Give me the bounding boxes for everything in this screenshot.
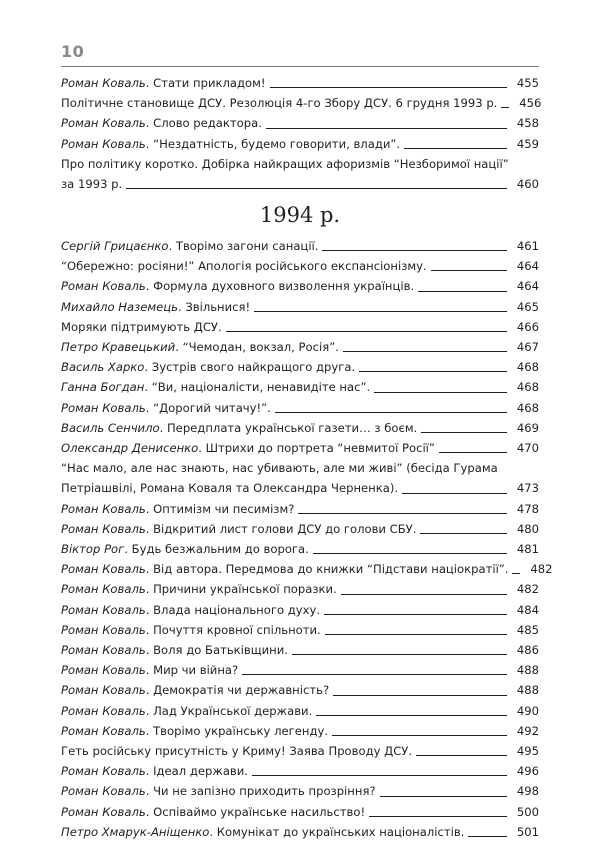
toc-entry-title: Почуття кровної спільноти.	[153, 622, 321, 637]
toc-entry-title: “Обережно: росіяни!” Апологія російського експансіонізму.	[61, 259, 427, 274]
toc-entry: Петро Хмарук-Аніщенко. Комунікат до українських націоналістів. 501	[61, 822, 539, 842]
toc-leader-line	[359, 371, 507, 372]
toc-entry-page: 469	[516, 420, 539, 435]
toc-entry-page: 460	[516, 177, 539, 192]
toc-entry-page: 492	[516, 723, 539, 738]
toc-entry-author: Роман Коваль	[61, 723, 146, 738]
toc-entry-author: Віктор Рог	[61, 542, 125, 557]
toc-entry-author: Роман Коваль	[61, 521, 146, 536]
toc-entry-author: Роман Коваль	[61, 764, 146, 779]
toc-entry: Роман Коваль. “Дорогий читачу!”. 468	[61, 398, 539, 418]
toc-entry-author: Петро Хмарук-Аніщенко	[61, 824, 210, 839]
toc-entry-page: 465	[516, 299, 539, 314]
toc-entry: Роман Коваль. Оптимізм чи песимізм? 478	[61, 499, 539, 519]
toc-entry: Віктор Рог. Будь безжальним до ворога. 481	[61, 539, 539, 559]
toc-entry: Роман Коваль. Демократія чи державність? 488	[61, 680, 539, 700]
toc-entry: Роман Коваль. Стати прикладом! 455	[61, 73, 539, 93]
toc-entry: Олександр Денисенко. Штрихи до портрета “невмитої Росії” 470	[61, 438, 539, 458]
toc-entry-page: 496	[516, 764, 539, 779]
toc-entry	[61, 317, 539, 337]
toc-entry: Роман Коваль. Лад Української держави. 490	[61, 701, 539, 721]
toc-entry-author: Роман Коваль	[61, 663, 146, 678]
toc-entry: Василь Сенчило. Передплата української газети… з боєм. 469	[61, 418, 539, 438]
toc-entry: Роман Коваль. Творімо українську легенду. 492	[61, 721, 539, 741]
toc-entry-author: Роман Коваль	[61, 562, 146, 577]
toc-entry-author: Роман Коваль	[61, 643, 146, 658]
toc-entry-title: Творімо загони санації.	[175, 239, 319, 253]
toc-entry: Петро Кравецький. “Чемодан, вокзал, Росія”. 467	[61, 337, 539, 357]
toc-entry-page: 486	[516, 643, 539, 658]
toc-entry-page: 470	[516, 441, 539, 456]
toc-entry-author: Михайло Наземець	[61, 299, 178, 314]
toc-entry-title: Демократія чи державність?	[153, 683, 330, 698]
toc-leader-line	[468, 836, 507, 837]
toc-entry-author: Роман Коваль	[61, 279, 146, 294]
toc-entry-author: Роман Коваль	[61, 116, 146, 131]
toc-entry: Роман Коваль. Чи не запізно приходить прозріння? 498	[61, 781, 539, 801]
toc-entry-page: 459	[516, 136, 539, 151]
toc-entry-author: Роман Коваль	[61, 784, 146, 799]
toc-leader-line	[439, 452, 507, 453]
toc-entry	[61, 458, 539, 498]
toc-leader-line	[275, 412, 507, 413]
toc-leader-line	[254, 311, 507, 312]
toc-entry-title: Відкритий лист голови ДСУ до голови СБУ.	[153, 521, 417, 536]
toc-entry-title: Слово редактора.	[153, 116, 262, 131]
toc-entry-title: “Нездатність, будемо говорити, влади”.	[153, 136, 401, 151]
toc-entry: Василь Харко. Зустрів свого найкращого друга. 468	[61, 357, 539, 377]
toc-entry-author: Роман Коваль	[61, 400, 146, 415]
toc-entry-title: Оспіваймо українське насильство!	[153, 804, 366, 819]
toc-entry-title: Стати прикладом!	[153, 76, 266, 90]
toc-entry-page: 458	[516, 116, 539, 131]
toc-entry-title: Комунікат до українських націоналістів.	[216, 824, 465, 839]
toc-entry-page: 484	[516, 602, 539, 617]
toc-leader-line	[402, 493, 507, 494]
toc-entry-title-line: “Нас мало, але нас знають, нас убивають, але ми живі” (бесіда Гурама	[61, 461, 498, 476]
toc-leader-line	[332, 735, 507, 736]
toc-entry-page: 468	[516, 360, 539, 375]
toc-entry-page: 467	[516, 340, 539, 355]
toc-leader-line	[421, 432, 507, 433]
toc-leader-line	[404, 148, 507, 149]
toc-entry: Роман Коваль. Ідеал держави. 496	[61, 761, 539, 781]
toc-entry	[61, 93, 542, 113]
toc-entry-title: “Чемодан, вокзал, Росія”.	[182, 340, 339, 355]
toc-leader-line	[226, 331, 507, 332]
toc-entry	[61, 741, 539, 761]
toc-entry: Ганна Богдан. “Ви, націоналісти, ненавидіте нас”. 468	[61, 377, 539, 397]
toc-leader-line	[313, 553, 507, 554]
toc-entry-title: за 1993 р.	[61, 177, 123, 192]
toc-entry-page: 473	[516, 481, 539, 496]
toc-entry-author: Роман Коваль	[61, 602, 146, 617]
toc-entry-title: Формула духовного визволення українців.	[153, 279, 415, 294]
toc-entry-author: Роман Коваль	[61, 136, 146, 151]
toc-leader-line	[341, 594, 507, 595]
toc-leader-line	[416, 755, 507, 756]
toc-entry-title: “Ви, націоналісти, ненавидіте нас”.	[151, 380, 371, 395]
toc-entry-page: 498	[516, 784, 539, 799]
toc-entry-title: Ідеал держави.	[153, 764, 248, 779]
toc-entry-page: 464	[516, 259, 539, 274]
toc-entry-page: 485	[516, 622, 539, 637]
toc-leader-line	[242, 674, 507, 675]
toc-leader-line	[501, 107, 509, 108]
toc-entry-page: 464	[516, 279, 539, 294]
toc-entry-title: Геть російську присутність у Криму! Заява Проводу ДСУ.	[61, 744, 413, 759]
toc-entry-title: Від автора. Передмова до книжки “Підстави націократії”.	[153, 562, 509, 577]
toc-entry-title: Звільнися!	[185, 299, 251, 314]
toc-entry-author: Петро Кравецький	[61, 340, 176, 355]
toc-continued-list	[61, 73, 542, 194]
toc-entry-author: Василь Сенчило	[61, 420, 160, 435]
toc-entry: Роман Коваль. “Нездатність, будемо говорити, влади”. 459	[61, 134, 539, 154]
toc-entry-page: 490	[516, 703, 539, 718]
toc-entry-title: Чи не запізно приходить прозріння?	[153, 784, 376, 799]
toc-entry: Роман Коваль. Оспіваймо українське насильство! 500	[61, 802, 539, 822]
toc-entry-page: 500	[516, 804, 539, 819]
toc-entry-page: 461	[516, 239, 539, 253]
page-number: 10	[61, 42, 85, 61]
section-title: 1994 р.	[259, 203, 341, 227]
toc-leader-line	[252, 775, 507, 776]
toc-entry-page: 468	[516, 380, 539, 395]
toc-entry-title: Воля до Батьківщини.	[153, 643, 288, 658]
toc-entry-page: 466	[516, 319, 539, 334]
toc-entry-author: Роман Коваль	[61, 582, 146, 597]
toc-entry-page: 480	[516, 521, 539, 536]
toc-entry-title: Лад Української держави.	[153, 703, 313, 718]
toc-leader-line	[324, 614, 507, 615]
toc-entry	[61, 154, 539, 194]
toc-entry-title: Оптимізм чи песимізм?	[153, 501, 295, 516]
toc-entry: Роман Коваль. Влада національного духу. 484	[61, 600, 539, 620]
toc-1994-list	[61, 236, 553, 842]
toc-entry-page: 468	[516, 400, 539, 415]
header-rule	[61, 66, 539, 67]
toc-entry-title: Мир чи війна?	[153, 663, 239, 678]
toc-entry-page: 481	[516, 542, 539, 557]
toc-entry-page: 501	[516, 824, 539, 839]
toc-entry-author: Роман Коваль	[61, 703, 146, 718]
toc-leader-line	[380, 796, 507, 797]
toc-leader-line	[270, 87, 507, 88]
toc-entry: Роман Коваль. Слово редактора. 458	[61, 113, 539, 133]
toc-entry: Роман Коваль. Воля до Батьківщини. 486	[61, 640, 539, 660]
toc-entry	[61, 256, 539, 276]
toc-entry-title: Моряки підтримують ДСУ.	[61, 319, 222, 334]
toc-entry: Роман Коваль. Причини української поразки. 482	[61, 579, 539, 599]
toc-entry-author: Роман Коваль	[61, 804, 146, 819]
toc-entry-author: Роман Коваль	[61, 76, 146, 90]
toc-entry-title: Творімо українську легенду.	[153, 723, 329, 738]
toc-entry-page: 478	[516, 501, 539, 516]
toc-leader-line	[343, 351, 507, 352]
toc-entry: Роман Коваль. Від автора. Передмова до книжки “Підстави націократії”. 482	[61, 559, 539, 579]
toc-leader-line	[431, 270, 507, 271]
toc-entry: Сергій Грицаєнко. Творімо загони санації. 461	[61, 236, 539, 256]
toc-entry-title: Штрихи до портрета “невмитої Росії”	[205, 441, 435, 456]
toc-leader-line	[266, 128, 507, 129]
toc-entry-author: Василь Харко	[61, 360, 145, 375]
toc-entry-page: 488	[516, 683, 539, 698]
toc-entry-page: 456	[519, 96, 542, 111]
toc-entry-page: 495	[516, 744, 539, 759]
toc-leader-line	[292, 654, 507, 655]
toc-leader-line	[512, 573, 520, 574]
toc-entry-author: Роман Коваль	[61, 683, 146, 698]
toc-entry-title-line: Про політику коротко. Добірка найкращих афоризмів “Незборимої нації”	[61, 156, 509, 171]
toc-entry: Роман Коваль. Почуття кровної спільноти. 485	[61, 620, 539, 640]
toc-leader-line	[126, 188, 507, 189]
toc-entry-author: Роман Коваль	[61, 622, 146, 637]
toc-entry-author: Роман Коваль	[61, 501, 146, 516]
toc-entry-title: Причини української поразки.	[153, 582, 337, 597]
toc-entry-title: Влада національного духу.	[153, 602, 321, 617]
toc-entry-author: Ганна Богдан	[61, 380, 145, 395]
toc-leader-line	[374, 392, 507, 393]
toc-leader-line	[298, 513, 507, 514]
toc-entry: Роман Коваль. Мир чи війна? 488	[61, 660, 539, 680]
toc-leader-line	[322, 250, 507, 251]
toc-entry-title: Зустрів свого найкращого друга.	[151, 360, 356, 375]
toc-entry-title: Петріашвілі, Романа Коваля та Олександра Черненка).	[61, 481, 399, 496]
toc-entry-author: Сергій Грицаєнко	[61, 239, 169, 253]
toc-entry-page: 482	[530, 562, 553, 577]
toc-entry-page: 488	[516, 663, 539, 678]
toc-leader-line	[418, 291, 507, 292]
toc-entry-title: “Дорогий читачу!”.	[153, 400, 271, 415]
toc-entry-page: 455	[516, 76, 539, 90]
toc-entry-page: 482	[516, 582, 539, 597]
toc-leader-line	[333, 695, 507, 696]
toc-entry: Роман Коваль. Відкритий лист голови ДСУ до голови СБУ. 480	[61, 519, 539, 539]
toc-leader-line	[316, 715, 507, 716]
toc-leader-line	[325, 634, 507, 635]
toc-entry-title: Передплата української газети… з боєм.	[166, 420, 418, 435]
toc-entry: Роман Коваль. Формула духовного визволення українців. 464	[61, 276, 539, 296]
toc-entry-title: Політичне становище ДСУ. Резолюція 4-го Збору ДСУ. 6 грудня 1993 р.	[61, 96, 498, 111]
toc-entry: Михайло Наземець. Звільнися! 465	[61, 297, 539, 317]
toc-leader-line	[420, 533, 507, 534]
toc-leader-line	[369, 816, 507, 817]
toc-entry-title: Будь безжальним до ворога.	[131, 542, 309, 557]
toc-entry-author: Олександр Денисенко	[61, 441, 199, 456]
